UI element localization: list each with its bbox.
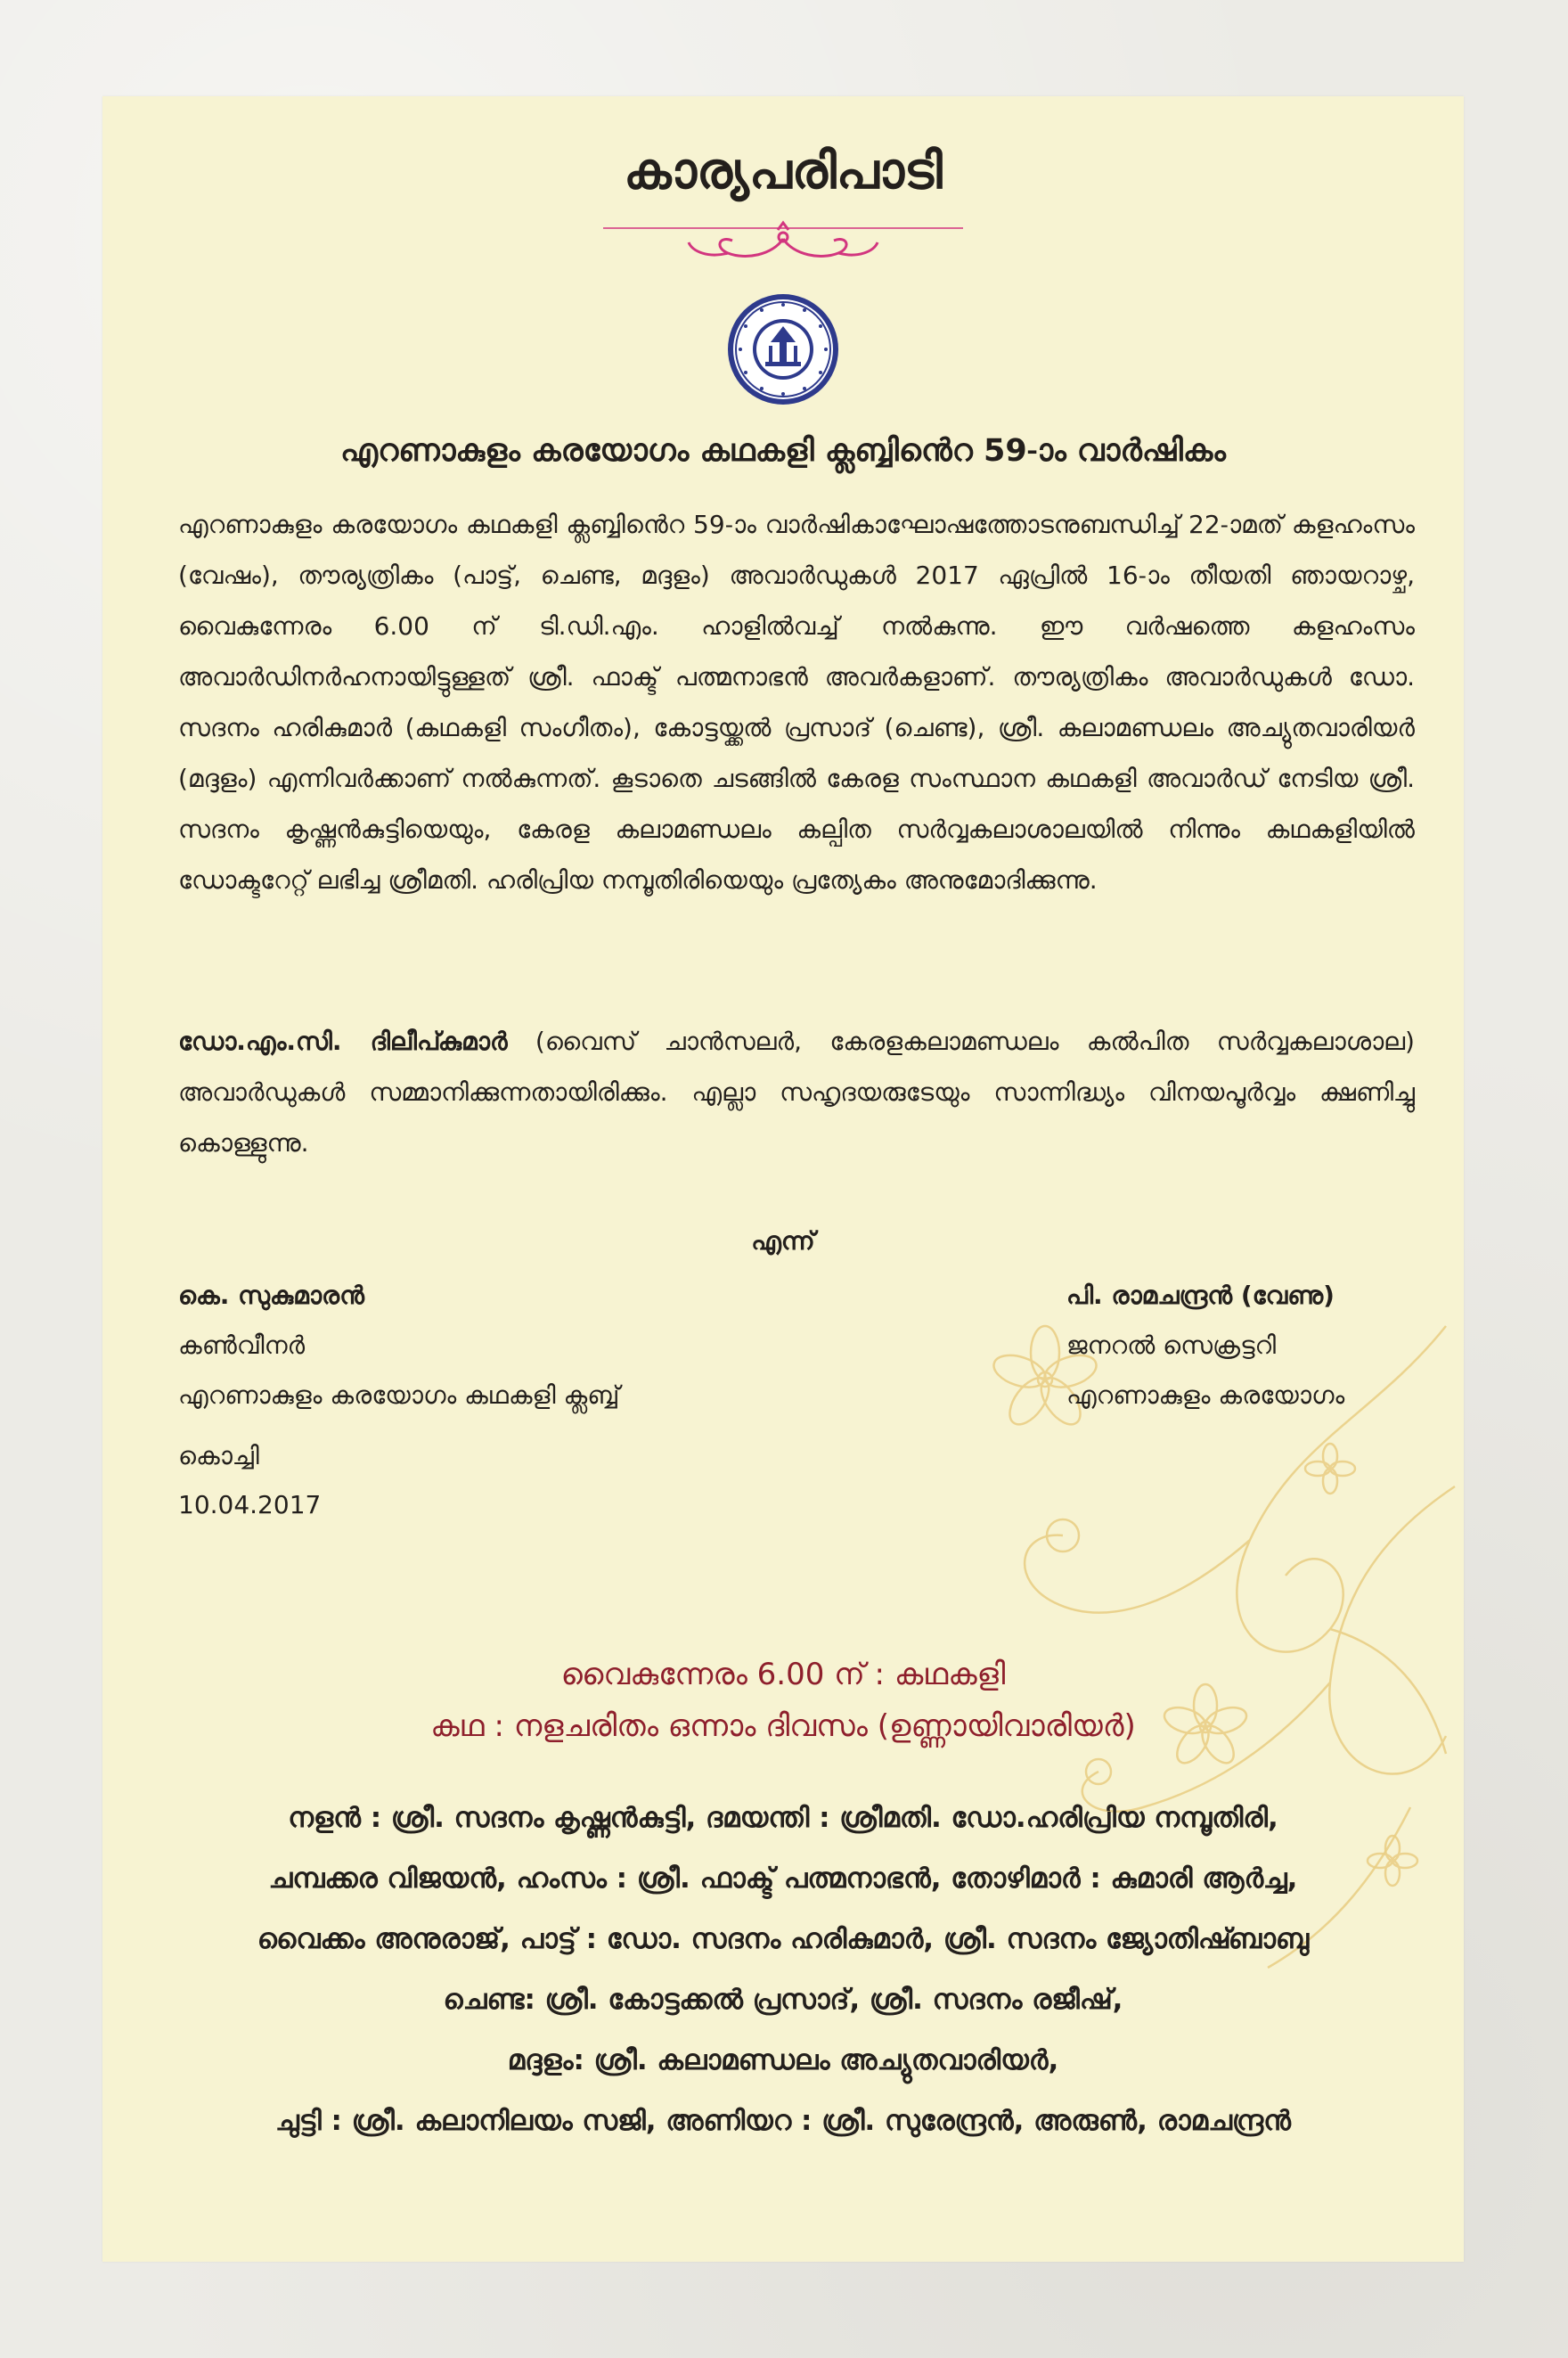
signatory-name: പി. രാമചന്ദ്രൻ (വേണു): [1066, 1281, 1335, 1310]
card-content: [102, 96, 1464, 2262]
club-anniversary-title: എറണാകുളം കരയോഗം കഥകളി ക്ലബ്ബിൻെറ 59-ാം വാർഷികം: [340, 433, 1226, 469]
signatory-convener: [178, 1271, 619, 1421]
event-story: കഥ : നളചരിതം ഒന്നാം ദിവസം (ഉണ്ണായിവാരിയർ): [430, 1708, 1136, 1744]
event-time: വൈകുന്നേരം 6.00 ന് : കഥകളി: [560, 1657, 1006, 1692]
cast-line: മദ്ദളം: ശ്രീ. കലാമണ്ഡലം അച്യുതവാരിയർ,: [507, 2044, 1059, 2076]
signatory-secretary: [1066, 1271, 1344, 1421]
karayogam-seal-logo: [724, 291, 842, 408]
cast-line: ചമ്പക്കര വിജയൻ, ഹംസം : ശ്രീ. ഫാക്ട് പത്മനാഭൻ, തോഴിമാർ : കുമാരി ആർച്ച,: [268, 1863, 1298, 1895]
chief-guest-paragraph: [178, 1016, 1415, 1168]
date: 10.04.2017: [178, 1490, 322, 1519]
chief-guest-text: (വൈസ് ചാൻസലർ, കേരളകലാമണ്ഡലം കൽപിത സർവ്വകലാശാല) അവാർഡുകൾ സമ്മാനിക്കുന്നതായിരിക്കും. എല്ലാ സഹൃദയരുടേയും സാന്നിദ്ധ്യം വിനയപൂർവ്വം ക്ഷണിച്ചു കൊള്ളുന്നു.: [178, 1027, 1415, 1158]
cast-line: വൈക്കം അനുരാജ്, പാട്ട് : ഡോ. സദനം ഹരികുമാർ, ശ്രീ. സദനം ജ്യോതിഷ്ബാബു: [257, 1923, 1310, 1955]
announcement-paragraph: എറണാകുളം കരയോഗം കഥകളി ക്ലബ്ബിൻെറ 59-ാം വാർഷികാഘോഷത്തോടനുബന്ധിച്ച് 22-ാമത് കളഹംസം (വേഷം), തൗര്യത്രികം (പാട്ട്, ചെണ്ട, മദ്ദളം) അവാർഡുകൾ 2017 ഏപ്രിൽ 16-ാം തീയതി ഞായറാഴ്ച, വൈകുന്നേരം 6.00 ന് ടി.ഡി.എം. ഹാളിൽവച്ച് നൽകുന്നു. ഈ വർഷത്തെ കളഹംസം അവാർഡിനർഹനായിട്ടുള്ളത് ശ്രീ. ഫാക്ട് പത്മനാഭൻ അവർകളാണ്. തൗര്യത്രികം അവാർഡുകൾ ഡോ. സദനം ഹരികുമാർ (കഥകളി സംഗീതം), കോട്ടയ്ക്കൽ പ്രസാദ് (ചെണ്ട), ശ്രീ. കലാമണ്ഡലം അച്യുതവാരിയർ (മദ്ദളം) എന്നിവർക്കാണ് നൽകുന്നത്. കൂടാതെ ചടങ്ങിൽ കേരള സംസ്ഥാന കഥകളി അവാർഡ് നേടിയ ശ്രീ. സദനം കൃഷ്ണൻകുട്ടിയെയും, കേരള കലാമണ്ഡലം കല്പിത സർവ്വകലാശാലയിൽ നിന്നും കഥകളിയിൽ ഡോക്ടറേറ്റ് ലഭിച്ച ശ്രീമതി. ഹരിപ്രിയ നമ്പൂതിരിയെയും പ്രത്യേകം അനുമോദിക്കുന്നു.: [178, 510, 1415, 895]
signatory-role: ജനറൽ സെക്രട്ടറി: [1066, 1330, 1277, 1360]
cast-line: നളൻ : ശ്രീ. സദനം കൃഷ്ണൻകുട്ടി, ദമയന്തി : ശ്രീമതി. ഡോ.ഹരിപ്രിയ നമ്പൂതിരി,: [288, 1802, 1278, 1834]
cast-list: [138, 1788, 1428, 2151]
signatory-role: കൺവീനർ: [178, 1330, 306, 1360]
signatory-org: എറണാകുളം കരയോഗം കഥകളി ക്ലബ്ബ്: [178, 1380, 620, 1410]
chief-guest-name: ഡോ.എം.സി. ദിലീപ്കുമാർ: [178, 1027, 508, 1056]
place-and-date: [178, 1431, 321, 1529]
signoff-word: എന്ന്: [751, 1226, 815, 1256]
place: കൊച്ചി: [178, 1441, 259, 1470]
invitation-card: [102, 96, 1464, 2262]
cast-line: ചെണ്ട: ശ്രീ. കോട്ടക്കൽ പ്രസാദ്, ശ്രീ. സദനം രജീഷ്,: [443, 1984, 1123, 2016]
signatory-name: കെ. സുകുമാരൻ: [178, 1281, 364, 1310]
cast-line: ചുട്ടി : ശ്രീ. കലാനിലയം സജി, അണിയറ : ശ്രീ. സുരേന്ദ്രൻ, അരുൺ, രാമചന്ദ്രൻ: [275, 2105, 1291, 2137]
ornamental-divider: [603, 219, 963, 269]
signatory-org: എറണാകുളം കരയോഗം: [1066, 1380, 1345, 1410]
event-details: [102, 1649, 1464, 1752]
page-title: കാര്യപരിപാടി: [624, 143, 943, 201]
